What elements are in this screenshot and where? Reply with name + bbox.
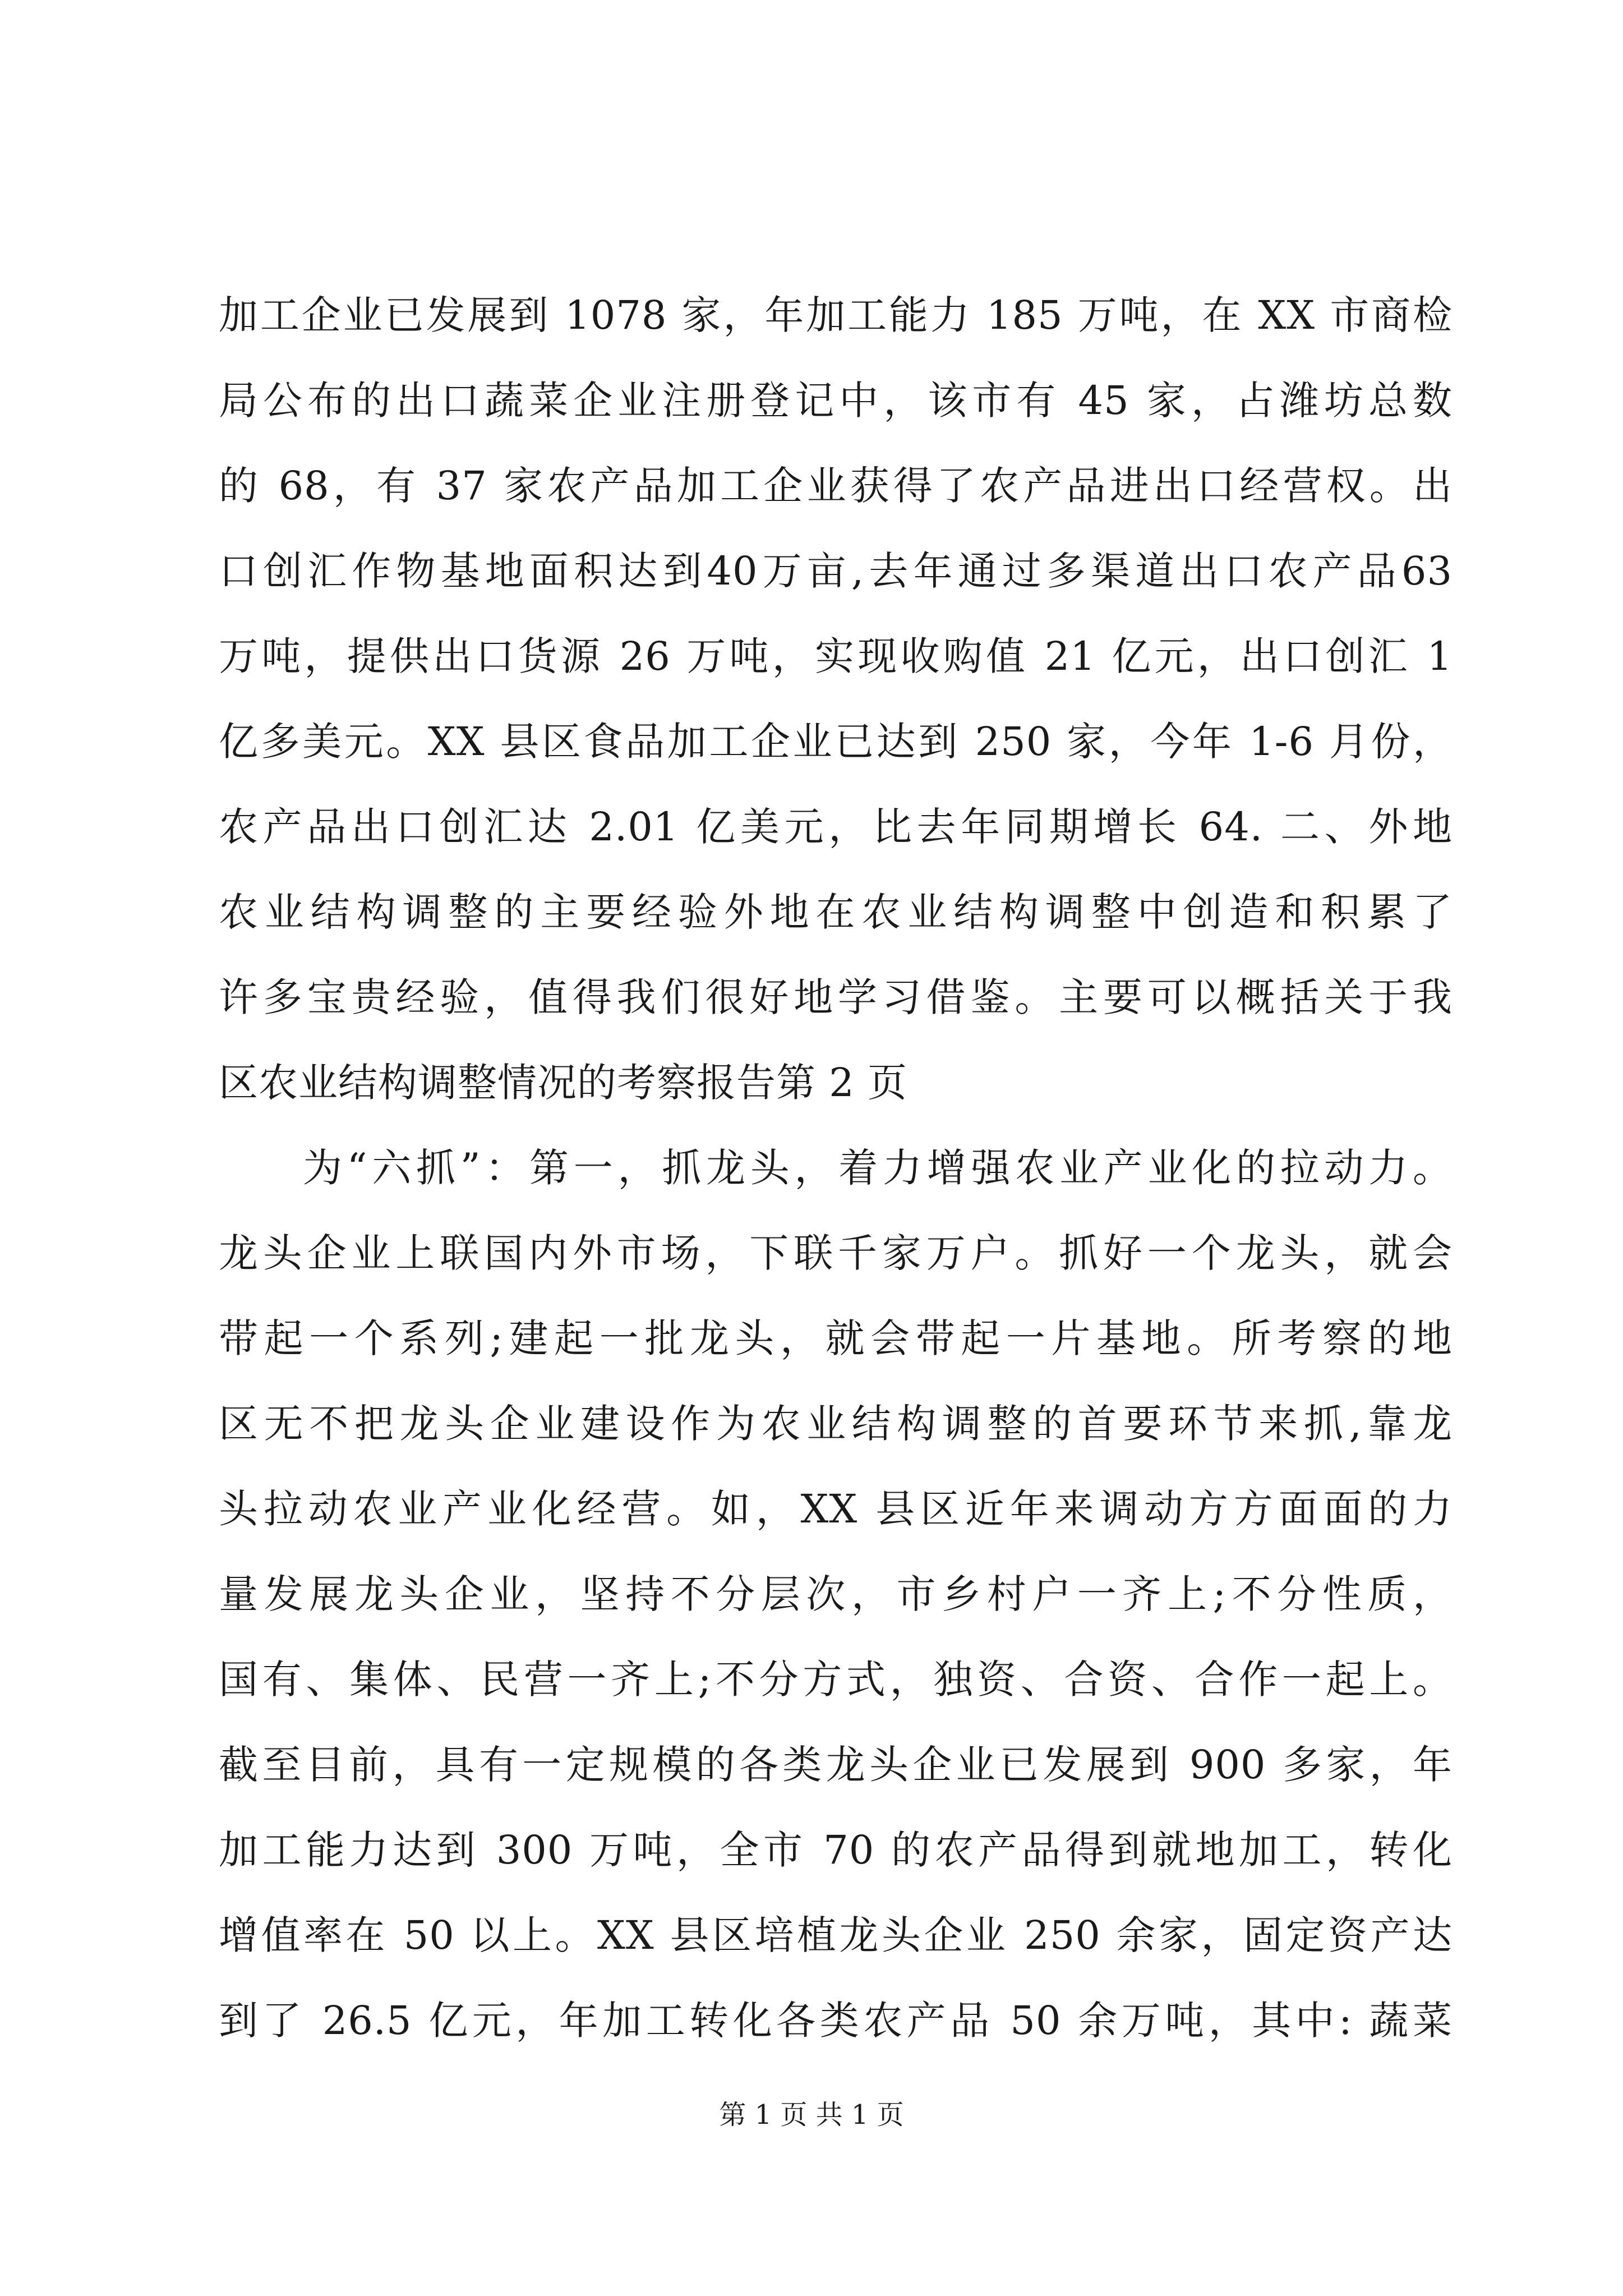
text-line: 加工能力达到 300 万吨，全市 70 的农产品得到就地加工，转化 [219, 1827, 1453, 1873]
text-line: 区农业结构调整情况的考察报告第 2 页 [219, 1060, 908, 1106]
text-line: 的 68，有 37 家农产品加工企业获得了农产品进出口经营权。出 [219, 463, 1453, 509]
text-line: 国有、集体、民营一齐上;不分方式，独资、合资、合作一起上。 [219, 1657, 1453, 1703]
text-line: 量发展龙头企业，坚持不分层次，市乡村户一齐上;不分性质， [219, 1571, 1453, 1617]
text-line: 区无不把龙头企业建设作为农业结构调整的首要环节来抓,靠龙 [219, 1401, 1453, 1447]
text-line: 带起一个系列;建起一批龙头，就会带起一片基地。所考察的地 [219, 1315, 1453, 1361]
text-line: 农产品出口创汇达 2.01 亿美元，比去年同期增长 64. 二、外地 [219, 804, 1453, 850]
text-line: 万吨，提供出口货源 26 万吨，实现收购值 21 亿元，出口创汇 1 [219, 633, 1453, 679]
text-line: 头拉动农业产业化经营。如，XX 县区近年来调动方方面面的力 [219, 1486, 1453, 1532]
text-line: 龙头企业上联国内外市场，下联千家万户。抓好一个龙头，就会 [219, 1230, 1453, 1276]
text-line: 亿多美元。XX 县区食品加工企业已达到 250 家，今年 1-6 月份， [219, 719, 1453, 765]
text-line: 口创汇作物基地面积达到40万亩,去年通过多渠道出口农产品63 [219, 548, 1453, 594]
text-line: 局公布的出口蔬菜企业注册登记中，该市有 45 家，占潍坊总数 [219, 378, 1453, 424]
text-line: 到了 26.5 亿元，年加工转化各类农产品 50 余万吨，其中: 蔬菜 [219, 1998, 1453, 2044]
document-body [219, 292, 1453, 2085]
paragraph-first-line: 为“六抓”：第一，抓龙头，着力增强农业产业化的拉动力。 [303, 1145, 1453, 1191]
text-line: 增值率在 50 以上。XX 县区培植龙头企业 250 余家，固定资产达 [219, 1912, 1453, 1958]
text-line: 许多宝贵经验，值得我们很好地学习借鉴。主要可以概括关于我 [219, 974, 1453, 1020]
page-footer: 第 1 页 共 1 页 [719, 2099, 904, 2131]
text-line: 截至目前，具有一定规模的各类龙头企业已发展到 900 多家，年 [219, 1742, 1453, 1788]
text-line: 农业结构调整的主要经验外地在农业结构调整中创造和积累了 [219, 889, 1453, 935]
text-line: 加工企业已发展到 1078 家，年加工能力 185 万吨，在 XX 市商检 [219, 292, 1453, 338]
